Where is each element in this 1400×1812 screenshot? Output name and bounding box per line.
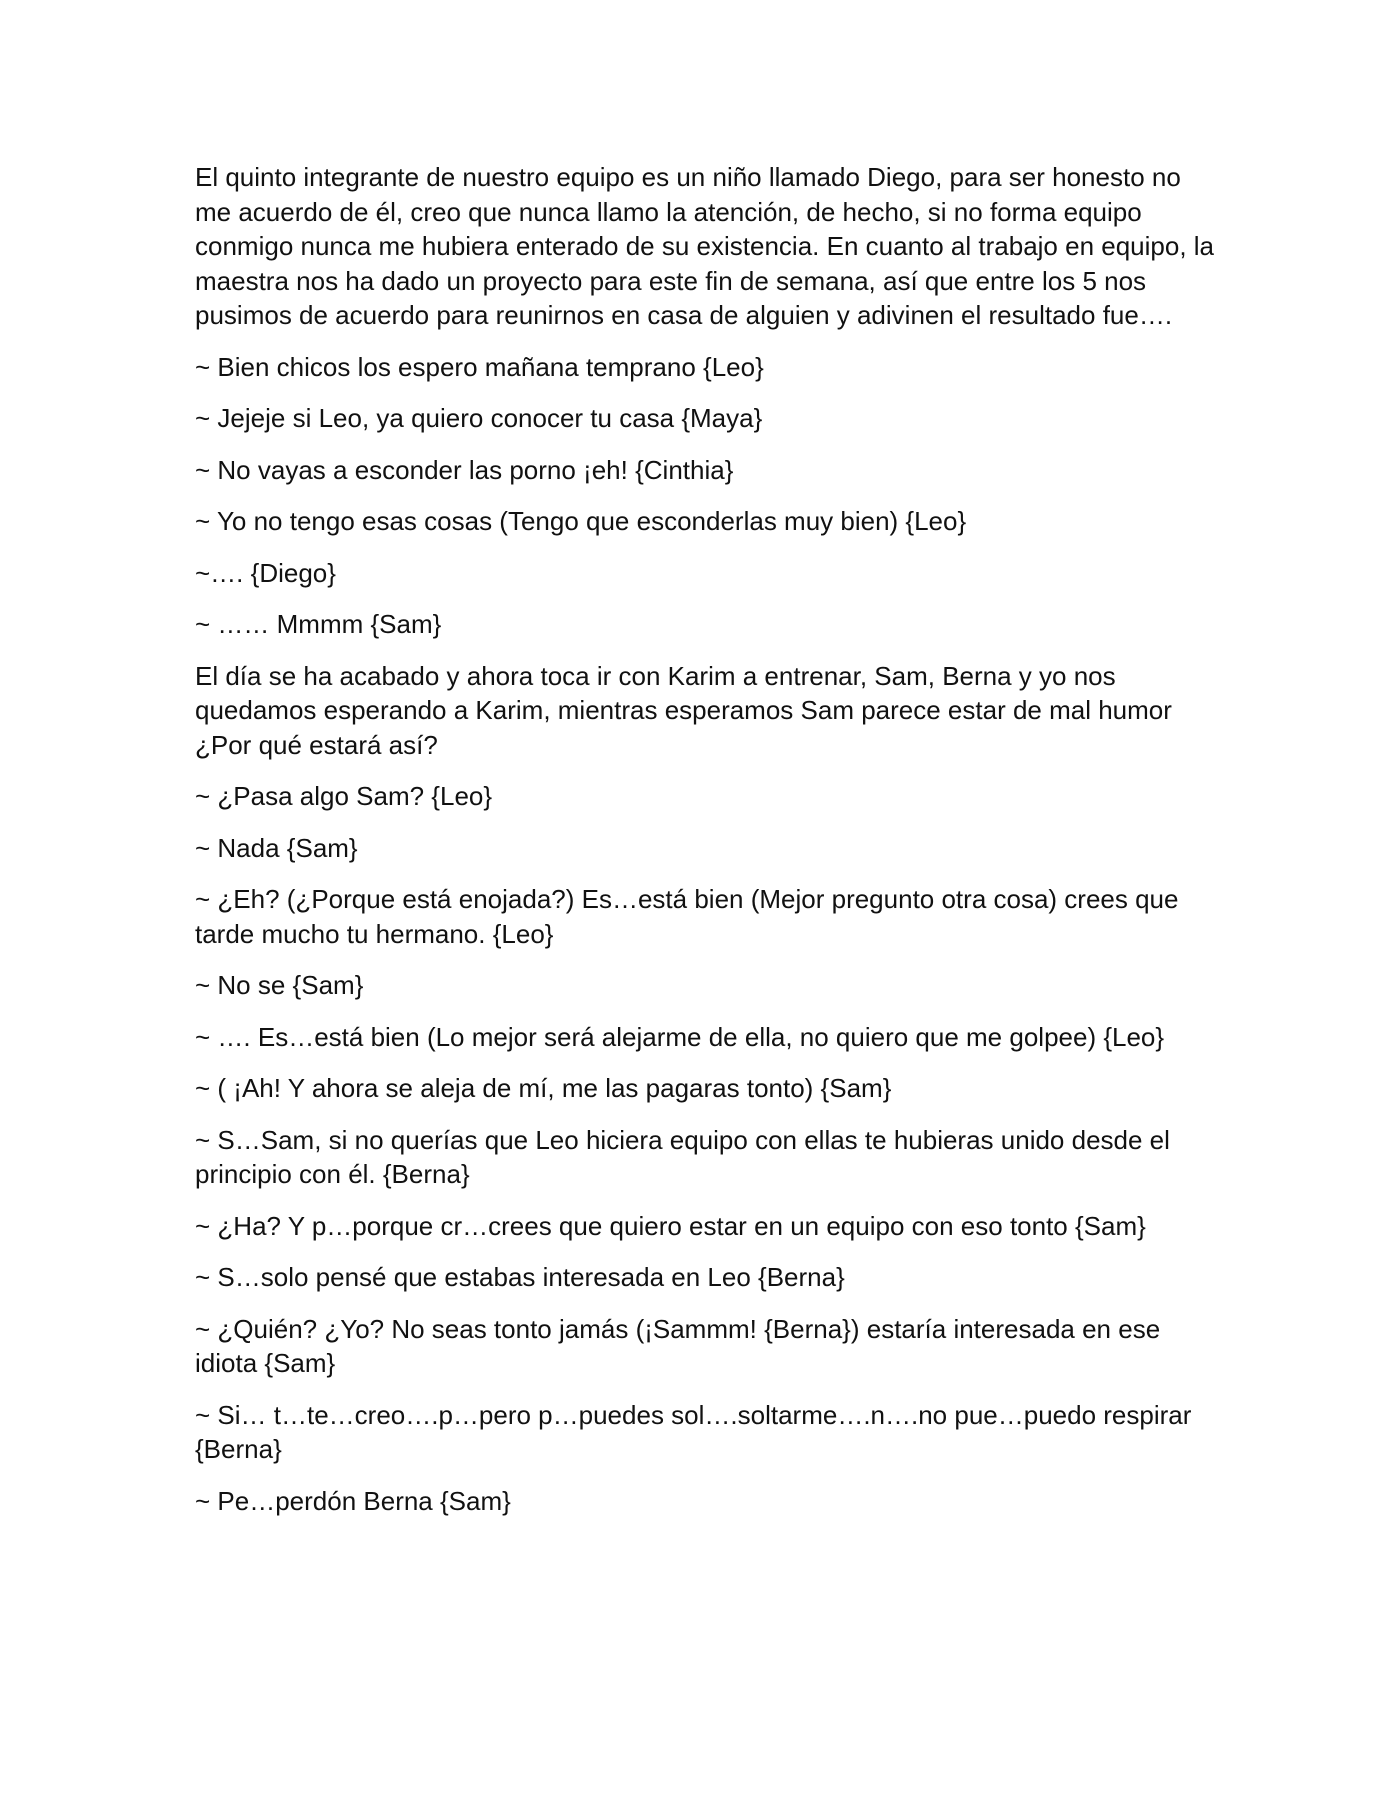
dialogue-line: ~ Bien chicos los espero mañana temprano {Leo}: [195, 351, 764, 382]
dialogue-line: ~ Nada {Sam}: [195, 832, 358, 863]
dialogue-line: ~ No vayas a esconder las porno ¡eh! {Cinthia}: [195, 454, 734, 485]
dialogue-line: ~ S…Sam, si no querías que Leo hiciera equipo con ellas te hubieras unido desde el principio con él. {Berna}: [195, 1124, 1170, 1189]
dialogue-line: ~ Yo no tengo esas cosas (Tengo que esconderlas muy bien) {Leo}: [195, 506, 967, 536]
dialogue-line: ~ No se {Sam}: [195, 970, 364, 1000]
document-body: [195, 160, 1215, 1535]
dialogue-line: ~…. {Diego}: [195, 557, 336, 588]
dialogue-line: ~ S…solo pensé que estabas interesada en Leo {Berna}: [195, 1262, 845, 1292]
dialogue-line: ~ Si… t…te…creo….p…pero p…puedes sol….soltarme….n….no pue…puedo respirar {Berna}: [195, 1399, 1192, 1464]
narration-paragraph: El quinto integrante de nuestro equipo es un niño llamado Diego, para ser honesto no me acuerdo de él, creo que nunca llamo la atención, de hecho, si no forma equipo conmigo nunca me hubiera enterado de su existencia. En cuanto al trabajo en equipo, la maestra nos ha dado un proyecto para este fin de semana, así que entre los 5 nos pusimos de acuerdo para reunirnos en casa de alguien y adivinen el resultado fue….: [195, 162, 1215, 330]
narration-paragraph: El día se ha acabado y ahora toca ir con Karim a entrenar, Sam, Berna y yo nos quedamos esperando a Karim, mientras esperamos Sam parece estar de mal humor ¿Por qué estará así?: [195, 660, 1172, 760]
dialogue-line: ~ ¿Pasa algo Sam? {Leo}: [195, 781, 493, 811]
dialogue-line: ~ Pe…perdón Berna {Sam}: [195, 1485, 511, 1516]
dialogue-line: ~ ¿Ha? Y p…porque cr…crees que quiero estar en un equipo con eso tonto {Sam}: [195, 1210, 1146, 1241]
dialogue-line: ~ …… Mmmm {Sam}: [195, 609, 442, 639]
dialogue-line: ~ …. Es…está bien (Lo mejor será alejarme de ella, no quiero que me golpee) {Leo}: [195, 1021, 1165, 1052]
dialogue-line: ~ Jejeje si Leo, ya quiero conocer tu casa {Maya}: [195, 403, 763, 433]
dialogue-line: ~ ( ¡Ah! Y ahora se aleja de mí, me las pagaras tonto) {Sam}: [195, 1073, 892, 1103]
dialogue-line: ~ ¿Quién? ¿Yo? No seas tonto jamás (¡Sammm! {Berna}) estaría interesada en ese idiota {Sam}: [195, 1313, 1161, 1378]
dialogue-line: ~ ¿Eh? (¿Porque está enojada?) Es…está bien (Mejor pregunto otra cosa) crees que tarde mucho tu hermano. {Leo}: [195, 884, 1179, 949]
